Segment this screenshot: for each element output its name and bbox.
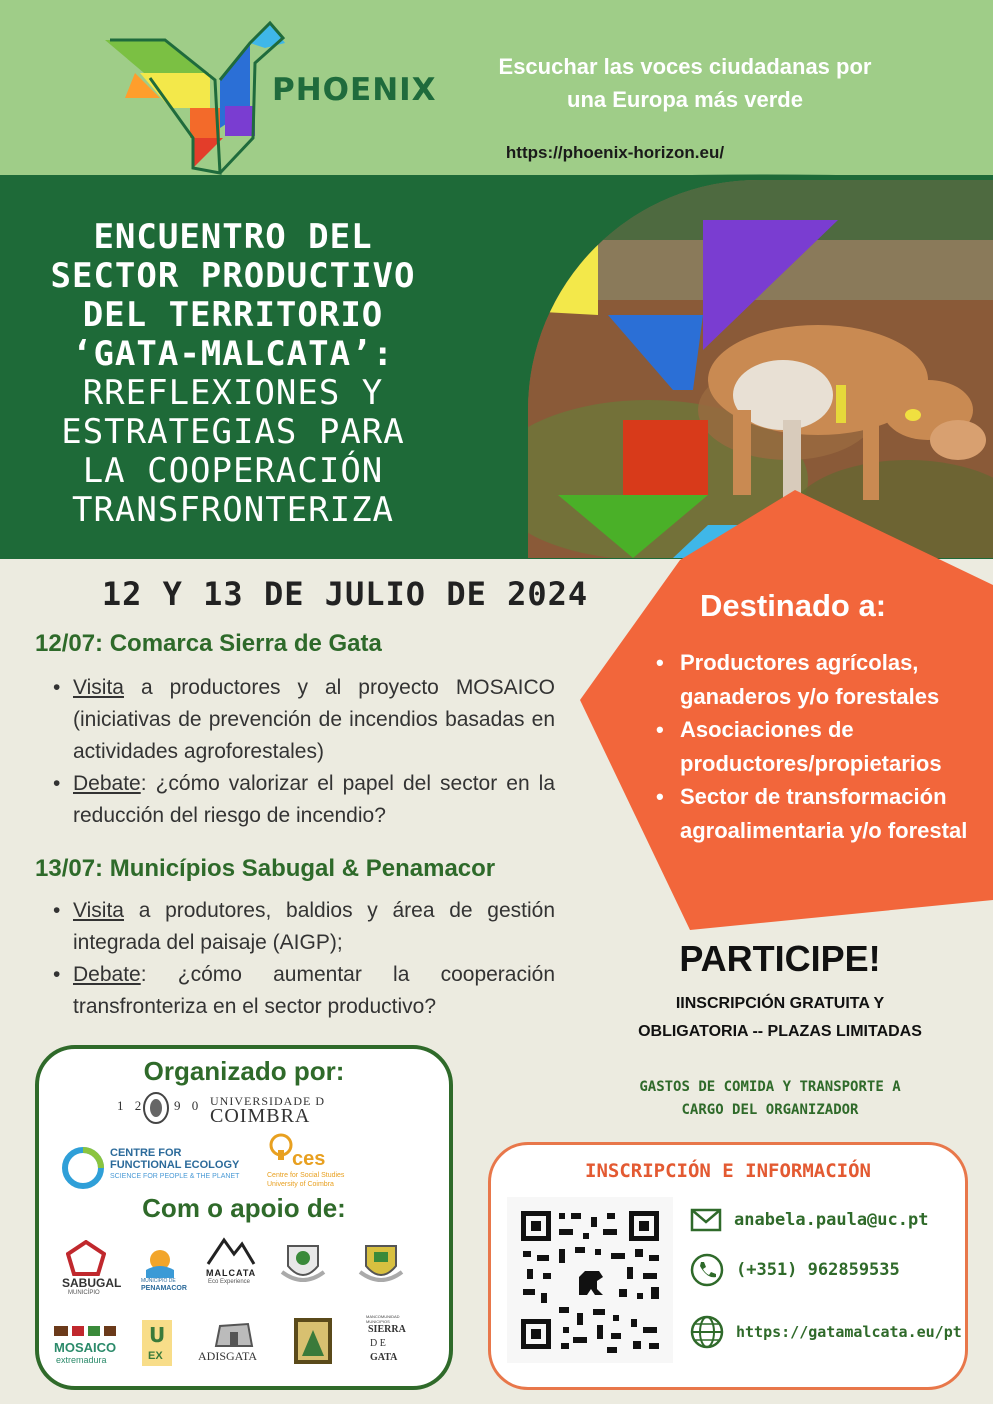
title-line8: TRANSFRONTERIZA <box>71 490 395 530</box>
support-title: Com o apoio de: <box>142 1193 346 1223</box>
title-line6: ESTRATEGIAS PARA <box>61 412 405 452</box>
day2-list <box>35 895 555 1023</box>
phone-row[interactable] <box>690 1253 900 1287</box>
costs-note <box>600 1076 940 1122</box>
website-row[interactable] <box>690 1315 962 1349</box>
email-row[interactable] <box>690 1203 928 1237</box>
list-item: • Debate: ¿cómo valorizar el papel del sector en la reducción del riesgo de incendio? <box>53 772 555 827</box>
organizers-title: Organizado por: <box>143 1056 345 1086</box>
cfe-line3: SCIENCE FOR PEOPLE & THE PLANET <box>110 1173 240 1180</box>
cfe-line1: CENTRE FOR <box>110 1147 182 1159</box>
title-line2: SECTOR PRODUCTIVO <box>50 256 416 296</box>
day2-title: 13/07: Municípios Sabugal & Penamacor <box>35 855 496 882</box>
municipal-crest-2-icon <box>356 1236 406 1288</box>
participate-heading: PARTICIPE! <box>679 938 881 979</box>
target-audience-list <box>650 646 990 847</box>
penamacor-label: PENAMACOR <box>141 1285 187 1292</box>
list-item: • Debate: ¿cómo aumentar la cooperación transfronteriza en el sector productivo? <box>53 963 555 1018</box>
day1-title: 12/07: Comarca Sierra de Gata <box>35 630 382 657</box>
event-date: 12 Y 13 DE JULIO DE 2024 <box>101 575 589 613</box>
uc-year-right: 9 0 <box>174 1098 203 1113</box>
title-line7: LA COOPERACIÓN <box>82 451 384 491</box>
uex-label: EX <box>148 1350 163 1362</box>
uc-year-left: 1 2 <box>117 1098 146 1113</box>
uc-name-line1: UNIVERSIDADE D <box>210 1094 325 1108</box>
sierra-line1: SIERRA <box>368 1324 406 1335</box>
target-audience-title: Destinado a: <box>700 588 887 623</box>
title-line4: ‘GATA-MALCATA’: <box>71 334 395 374</box>
list-item: • Visita a produtores, baldios y área de gestión integrada del paisaje (AIGP); <box>53 899 555 954</box>
ces-line1: Centre for Social Studies <box>267 1172 345 1179</box>
info-title: INSCRIPCIÓN E INFORMACIÓN <box>585 1160 871 1182</box>
sierra-line3: GATA <box>370 1352 398 1363</box>
uc-seal-icon <box>142 1092 170 1124</box>
ces-name: ces <box>292 1148 326 1170</box>
website-link[interactable]: https://gatamalcata.eu/pt <box>736 1323 962 1341</box>
list-item: • Visita a productores y al proyecto MOSAICO (iniciativas de prevención de incendios basadas en actividades agroforestales) <box>53 676 555 763</box>
mosaico-sub: extremadura <box>56 1355 107 1365</box>
logo-text: PHOENIX <box>272 72 437 108</box>
list-item: • Asociaciones de productores/propietarios <box>656 717 942 776</box>
sabugal-label: SABUGAL <box>62 1276 122 1290</box>
cfe-circle-icon <box>60 1145 106 1191</box>
phone-icon <box>690 1253 724 1287</box>
registration-note <box>610 990 950 1046</box>
sierra-top: MANCOMUNIDAD MUNICIPIOS <box>366 1314 400 1324</box>
costs-line2: CARGO DEL ORGANIZADOR <box>681 1102 859 1118</box>
ces-line2: University of Coimbra <box>267 1181 334 1188</box>
qr-code-icon <box>507 1197 673 1363</box>
svg-text:U: U <box>149 1323 166 1347</box>
sierra-line2: D E <box>370 1338 386 1349</box>
malcata-label: MALCATA <box>206 1268 257 1278</box>
event-title <box>8 218 458 530</box>
email-link[interactable]: anabela.paula@uc.pt <box>734 1210 929 1230</box>
list-item: • Productores agrícolas, ganaderos y/o forestales <box>656 650 940 709</box>
cfe-line2: FUNCTIONAL ECOLOGY <box>110 1159 240 1171</box>
registration-line1: IINSCRIPCIÓN GRATUITA Y <box>675 995 885 1012</box>
tagline-line1: Escuchar las voces ciudadanas por <box>498 54 872 79</box>
project-url-link[interactable]: https://phoenix-horizon.eu/ <box>505 143 725 162</box>
qr-code[interactable] <box>507 1197 673 1363</box>
list-item: • Sector de transformación agroalimentaria y/o forestal <box>656 784 968 843</box>
adisgata-label: ADISGATA <box>198 1349 258 1363</box>
mosaico-label: MOSAICO <box>54 1340 117 1355</box>
day1-list <box>35 672 555 832</box>
costs-line1: GASTOS DE COMIDA Y TRANSPORTE A <box>639 1079 901 1095</box>
globe-icon <box>690 1315 724 1349</box>
phone-number[interactable]: (+351) 962859535 <box>736 1260 900 1280</box>
adisgata-dolmen-icon <box>210 1318 258 1348</box>
sabugal-sub: MUNICÍPIO <box>68 1290 100 1296</box>
malcata-mountain-icon <box>206 1236 256 1266</box>
tagline-line2: una Europa más verde <box>567 87 803 112</box>
mosaico-animals-icon <box>52 1322 118 1340</box>
afn-crest-icon <box>290 1316 336 1366</box>
penamacor-logo-icon <box>142 1246 178 1282</box>
municipal-crest-icon <box>278 1236 328 1288</box>
title-line5: RREFLEXIONES Y <box>82 373 384 413</box>
tagline <box>450 50 920 116</box>
registration-line2: OBLIGATORIA -- PLAZAS LIMITADAS <box>638 1023 922 1040</box>
ces-logo-icon <box>268 1132 294 1160</box>
title-line1: ENCUENTRO DEL <box>93 217 373 257</box>
malcata-sub: Eco Experience <box>208 1279 251 1285</box>
mail-icon <box>690 1208 722 1232</box>
penamacor-sub: MUNICÍPIO DE <box>141 1278 176 1284</box>
sabugal-crest-icon <box>66 1240 106 1276</box>
uc-name-line2: COIMBRA <box>210 1105 311 1127</box>
title-line3: DEL TERRITORIO <box>82 295 384 335</box>
